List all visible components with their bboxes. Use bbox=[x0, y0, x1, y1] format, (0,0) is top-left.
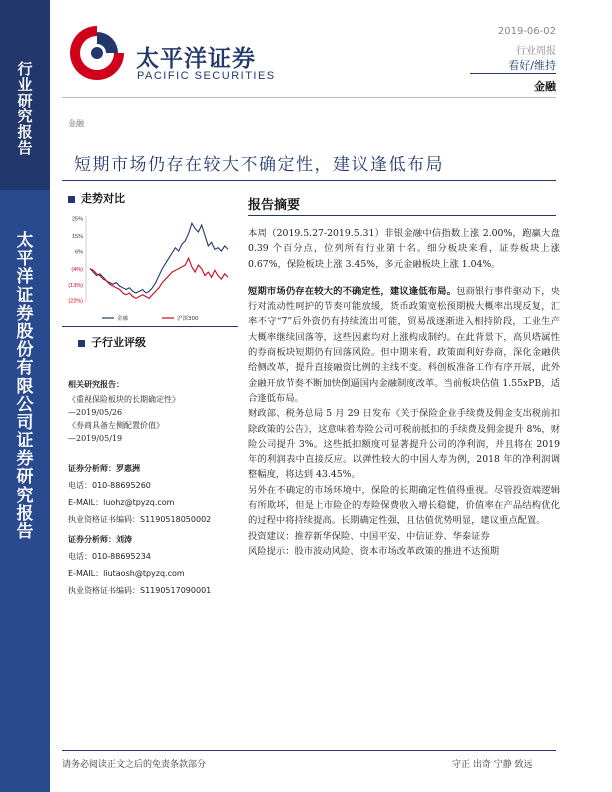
footer-divider bbox=[62, 750, 556, 751]
title-divider bbox=[62, 180, 556, 181]
analyst-cert: 执业资格证书编码：S1190517090001 bbox=[68, 586, 212, 595]
summary-paragraph: 本周（2019.5.27-2019.5.31）非银金融中信指数上涨 2.00%，跑赢大盘 0.39 个百分点，位列所有行业第十名。细分板块来看，证券板块上涨 0.67%，保险板块上涨 3.45%，多元金融板块上涨 1.04%。 bbox=[248, 228, 560, 270]
footer-motto: 守正 出奇 宁静 致远 bbox=[452, 760, 533, 770]
legend-label: 沪深300 bbox=[177, 316, 199, 322]
sidebar-top-label: 行 业 研 究 报 告 bbox=[17, 60, 33, 157]
y-tick-label: 25% bbox=[71, 216, 83, 223]
series-line bbox=[90, 223, 228, 293]
analyst-email[interactable]: E-MAIL：luohz@tpyzq.com bbox=[68, 498, 175, 507]
summary-lead: 短期市场仍存在较大的不确定性，建议逢低布局。 bbox=[248, 285, 457, 297]
logo-chinese-name: 太平洋证券 bbox=[136, 46, 256, 72]
report-title: 短期市场仍存在较大不确定性，建议逢低布局 bbox=[74, 155, 444, 175]
related-item-title[interactable]: 《券商具备左侧配置价值》 bbox=[68, 421, 164, 430]
trend-chart bbox=[62, 208, 238, 330]
report-date: 2019-06-02 bbox=[497, 26, 556, 37]
footer-disclaimer[interactable]: 请务必阅读正文之后的免责条款部分 bbox=[62, 760, 207, 770]
meta-divider bbox=[470, 73, 556, 74]
industry-name: 金融 bbox=[534, 80, 556, 93]
investment-advice: 投资建议：推荐新华保险、中国平安、中信证券、华泰证券 bbox=[248, 530, 490, 542]
legend-label: 金融 bbox=[117, 316, 129, 322]
analyst-card bbox=[68, 531, 244, 599]
related-heading: 相关研究报告： bbox=[68, 379, 124, 389]
logo-english-name: PACIFIC SECURITIES bbox=[137, 70, 276, 82]
summary-heading: 报告摘要 bbox=[248, 198, 301, 213]
company-logo bbox=[62, 18, 292, 88]
analyst-card bbox=[68, 460, 244, 528]
analyst-email[interactable]: E-MAIL：liutaosh@tpyzq.com bbox=[68, 569, 185, 578]
series-line bbox=[90, 258, 228, 298]
category-label: 金融 bbox=[68, 119, 84, 128]
y-tick-label: 6% bbox=[75, 249, 83, 256]
rating-divider bbox=[62, 326, 238, 327]
summary-paragraph-text: 包商银行事件驱动下，央行对流动性呵护的节奏可能放缓，货币政策宽松预期极大概率出现反复，汇率不守“7”后外资仍有持续流出可能，贸易战逐渐进入相持阶段，工业生产大概率继续回落等，这些因素均对上涨构成制约。在此背景下，高贝塔属性的券商板块短期仍有回落风险。但中期来看，政策面利好券商，深化金融供给侧改革，提升直接融资比例的主线不变。科创板准备工作有序开展，此外金融开放节奏不断加快倒逼国内金融制度改革。当前板块估值 1.55xPB，适合逢低布局。 bbox=[248, 285, 560, 404]
summary-paragraph: 另外在不确定的市场环境中，保险的长期确定性值得重视。尽管投资端逻辑有所欺坏，但是上市险企的寿险保费收入增长稳健，价值率在产品结构优化的过程中将持续提高。长期确定性强，且估值优势明显，建议重点配置。 bbox=[248, 484, 560, 527]
analyst-name: 证券分析师：刘涛 bbox=[68, 535, 132, 544]
y-tick-label: 15% bbox=[71, 233, 83, 240]
y-tick-label: (4%) bbox=[71, 267, 83, 274]
y-tick-label: (22%) bbox=[68, 298, 83, 305]
sidebar-bottom-label: 太 平 洋 证 券 股 份 有 限 公 司 证 券 研 究 报 告 bbox=[16, 231, 34, 542]
summary-divider bbox=[248, 215, 556, 216]
industry-rating: 看好/维持 bbox=[508, 59, 556, 72]
related-item-title[interactable]: 《重视保险板块的长期确定性》 bbox=[68, 395, 180, 404]
left-sidebar bbox=[0, 0, 50, 792]
logo-emblem-icon bbox=[62, 18, 132, 88]
analyst-cert: 执业资格证书编码：S1190518050002 bbox=[68, 515, 212, 524]
risk-warning: 风险提示：股市波动风险、资本市场改革政策的推进不达预期 bbox=[248, 545, 500, 557]
analyst-name: 证券分析师：罗惠洲 bbox=[68, 464, 140, 473]
chart-heading: 走势对比 bbox=[68, 190, 125, 206]
related-reports bbox=[68, 378, 240, 445]
summary-body bbox=[248, 226, 560, 559]
summary-paragraph: 财政部、税务总局 5 月 29 日发布《关于保险企业手续费及佣金支出税前扣除政策的公告》，这意味着寿险公司可税前抵扣的手续费及佣金提升 8%，财险公司提升 3%。这些抵扣额度可显著提升公司的净利润，并且将在 2019 年的利润表中直接反应。以弹性较大的中国人寿为例，2018 年的净利润调整幅度，将达到 43.45%。 bbox=[248, 408, 560, 481]
report-type: 行业周报 bbox=[516, 46, 556, 57]
analyst-phone: 电话：010-88695234 bbox=[68, 552, 151, 561]
summary-paragraph bbox=[248, 284, 560, 406]
rating-heading: 子行业评级 bbox=[78, 334, 146, 350]
related-item-date: —2019/05/26 bbox=[68, 408, 123, 417]
analyst-phone: 电话：010-88695260 bbox=[68, 481, 151, 490]
header-divider bbox=[62, 97, 556, 98]
related-item-date: —2019/05/19 bbox=[68, 434, 123, 443]
y-tick-label: (13%) bbox=[68, 282, 83, 289]
